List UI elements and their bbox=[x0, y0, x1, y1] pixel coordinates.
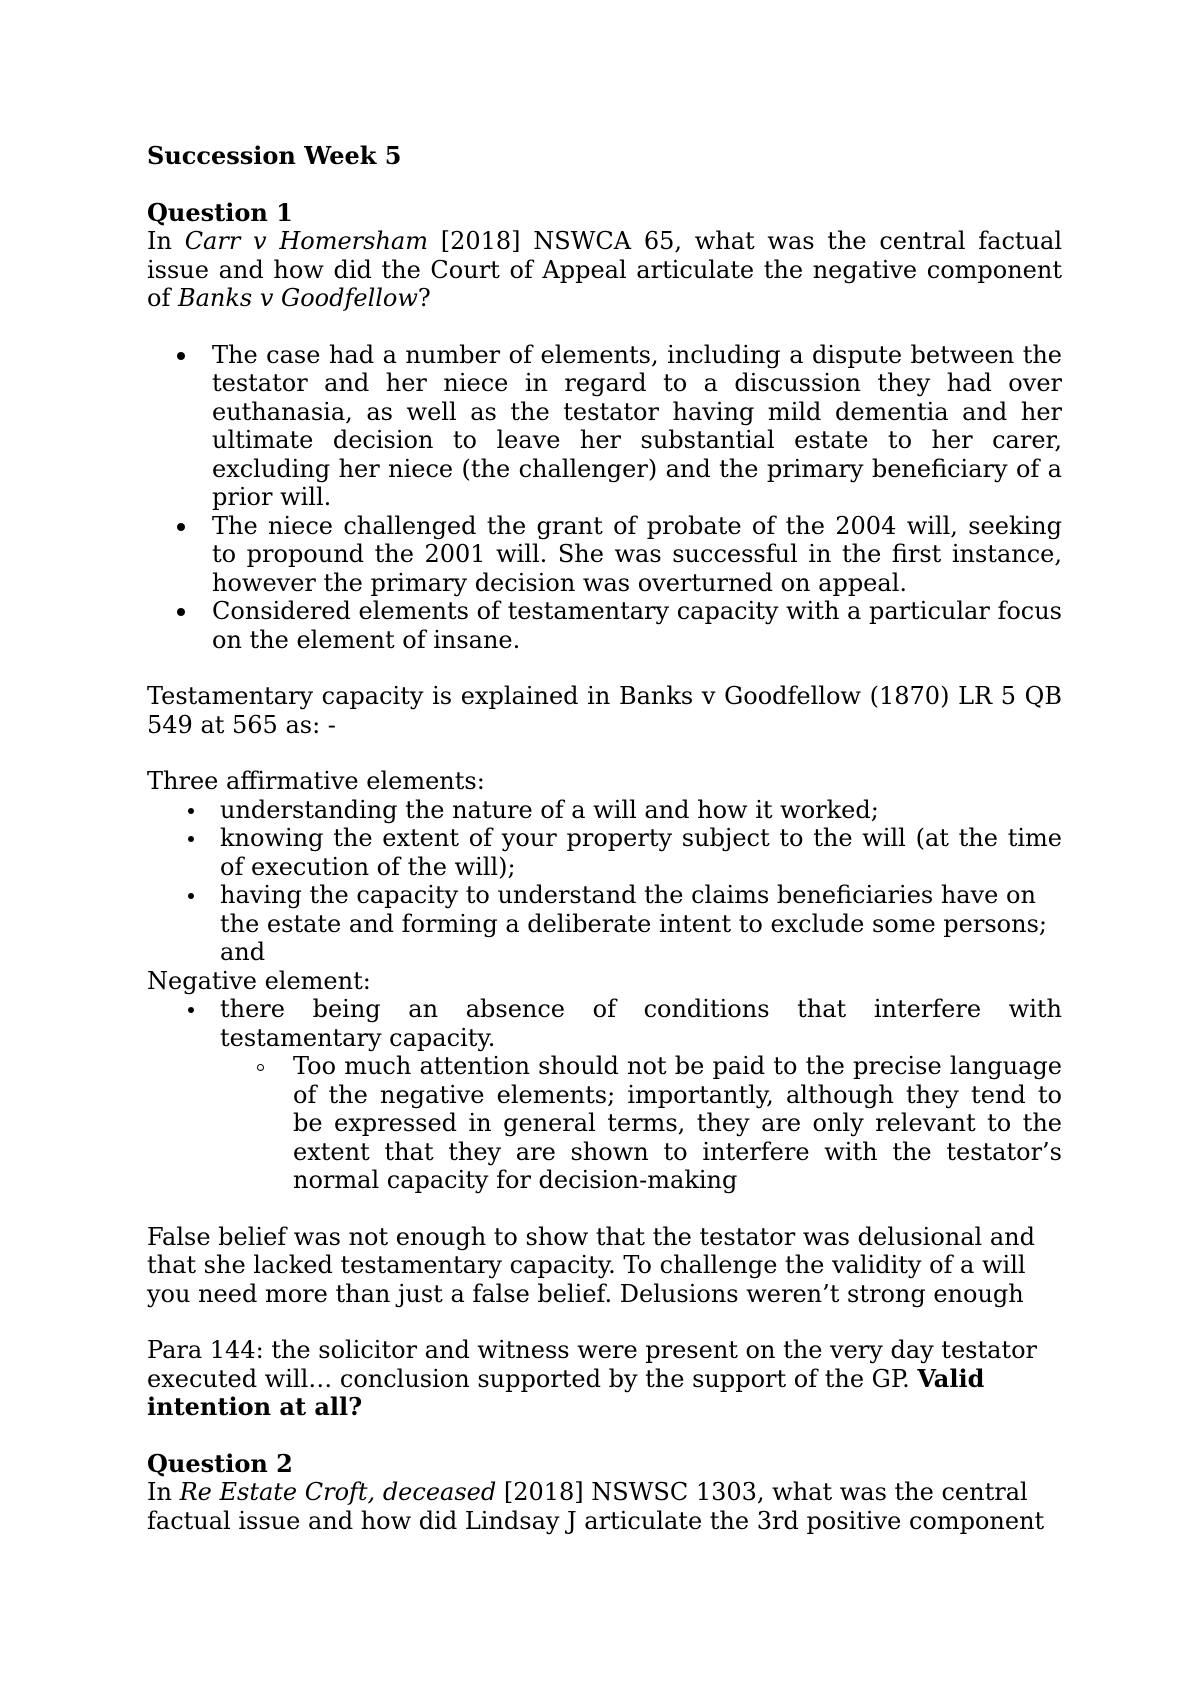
question-1-text-part: [2018] NSWCA 65, what was the central factual issue and how did the Court of Appeal articulate the negative component of bbox=[147, 227, 1063, 312]
question-2-heading: Question 2 bbox=[147, 1448, 293, 1478]
question-1-answer-list bbox=[147, 341, 1062, 655]
bullet-icon bbox=[177, 352, 185, 360]
list-item bbox=[147, 995, 1062, 1052]
bullet-icon bbox=[177, 523, 185, 531]
list-item bbox=[147, 881, 1062, 967]
negative-label: Negative element: bbox=[147, 966, 371, 995]
question-1-text-part: In bbox=[147, 227, 185, 255]
case-name: Carr v Homersham bbox=[184, 227, 428, 255]
capacity-intro: Testamentary capacity is explained in Banks v Goodfellow (1870) LR 5 QB 549 at 565 as: - bbox=[147, 682, 1062, 739]
spacer bbox=[147, 171, 1062, 199]
hollow-bullet-icon bbox=[257, 1064, 264, 1071]
spacer bbox=[147, 1195, 1062, 1223]
question-2-text-part: In bbox=[147, 1478, 180, 1506]
para-144-bold-text: Valid intention at all? bbox=[147, 1363, 985, 1421]
bullet-icon bbox=[188, 836, 194, 842]
bullet-icon bbox=[188, 808, 194, 814]
negative-sub-list bbox=[147, 1052, 1062, 1195]
list-item-text: understanding the nature of a will and how it worked; bbox=[220, 795, 879, 824]
spacer bbox=[147, 739, 1062, 767]
question-1-text bbox=[147, 227, 1062, 313]
question-1-text-part: ? bbox=[417, 284, 431, 312]
list-item bbox=[147, 796, 1062, 825]
para-144-paragraph bbox=[147, 1336, 1062, 1422]
list-item-text: Too much attention should not be paid to the precise language of the negative elements; importantly, although they tend to be expressed in general terms, they are only relevant to the extent that they are shown to interfere with the testator’s normal capacity for decision-making bbox=[293, 1052, 1062, 1194]
affirmative-list bbox=[147, 796, 1062, 967]
list-item bbox=[147, 1052, 1062, 1195]
question-2-text-part: [2018] NSWSC 1303, what was the central factual issue and how did Lindsay J articulate the 3rd positive component bbox=[147, 1478, 1045, 1535]
list-item-text: there being an absence of conditions that interfere with testamentary capacity. bbox=[220, 995, 1062, 1052]
list-item-text: having the capacity to understand the claims beneficiaries have on the estate and forming a deliberate intent to exclude some persons; and bbox=[220, 881, 1047, 966]
question-1-heading: Question 1 bbox=[147, 197, 293, 227]
document-title: Succession Week 5 bbox=[147, 141, 402, 170]
bullet-icon bbox=[188, 1007, 194, 1013]
affirmative-label: Three affirmative elements: bbox=[147, 767, 485, 795]
list-item bbox=[147, 512, 1062, 598]
document-page bbox=[147, 142, 1062, 1535]
list-item-text: The niece challenged the grant of probate of the 2004 will, seeking to propound the 2001 will. She was successful in the first instance, however the primary decision was overturned on appeal. bbox=[212, 511, 1062, 597]
spacer bbox=[147, 1422, 1062, 1450]
list-item bbox=[147, 824, 1062, 881]
bullet-icon bbox=[188, 893, 194, 899]
list-item bbox=[147, 597, 1062, 654]
list-item-text: knowing the extent of your property subject to the will (at the time of execution of the will); bbox=[220, 824, 1062, 881]
case-name: Banks v Goodfellow bbox=[177, 284, 418, 312]
list-item bbox=[147, 341, 1062, 512]
case-name: Re Estate Croft, deceased bbox=[179, 1478, 497, 1506]
spacer bbox=[147, 654, 1062, 682]
list-item-text: Considered elements of testamentary capacity with a particular focus on the element of insane. bbox=[212, 597, 1062, 654]
question-2-text bbox=[147, 1478, 1062, 1535]
negative-list bbox=[147, 995, 1062, 1052]
para-144-text: Para 144: the solicitor and witness were present on the very day testator executed will… conclusion supported by the support of the GP. bbox=[147, 1336, 1037, 1393]
false-belief-paragraph: False belief was not enough to show that the testator was delusional and that she lacked testamentary capacity. To challenge the validity of a will you need more than just a false belief. Delusions weren’t strong enough bbox=[147, 1222, 1035, 1308]
list-item-text: The case had a number of elements, including a dispute between the testator and her niece in regard to a discussion they had over euthanasia, as well as the testator having mild dementia and her ultimate decision to leave her substantial estate to her carer, excluding her niece (the challenger) and the primary beneficiary of a prior will. bbox=[212, 340, 1062, 511]
spacer bbox=[147, 313, 1062, 341]
spacer bbox=[147, 1308, 1062, 1336]
bullet-icon bbox=[177, 608, 185, 616]
